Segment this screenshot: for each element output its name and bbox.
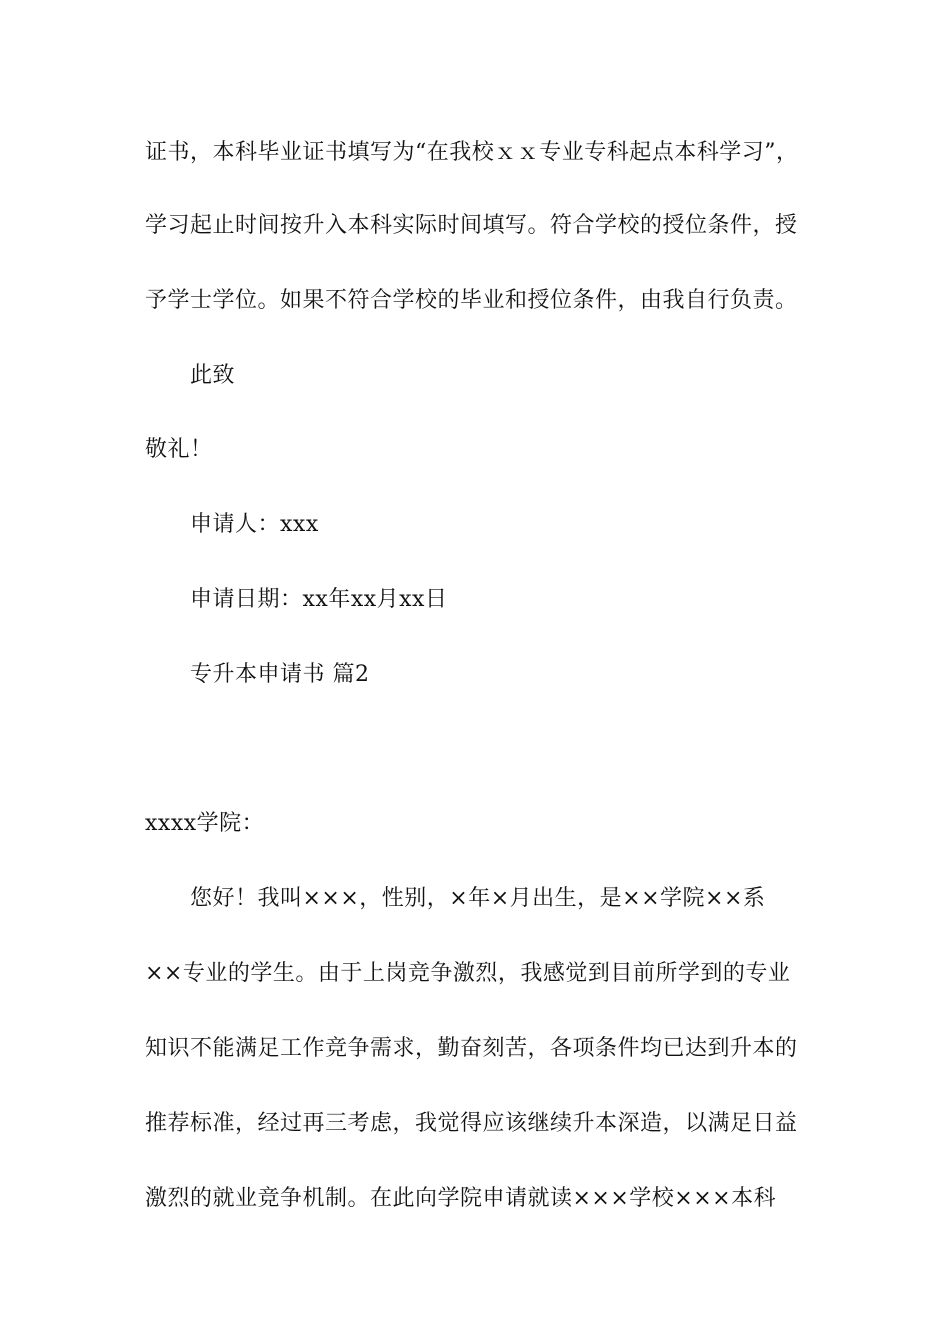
paragraph-line: 您好！我叫×××，性别，×年×月出生，是××学院××系	[190, 886, 766, 911]
applicant-line: 申请人：xxx	[190, 512, 319, 537]
application-date-line: 申请日期：xx年xx月xx日	[190, 587, 448, 612]
paragraph-line: 推荐标准，经过再三考虑，我觉得应该继续升本深造，以满足日益	[145, 1111, 798, 1136]
salutation-line: 此致	[190, 363, 236, 388]
section-heading: 专升本申请书 篇2	[190, 662, 370, 687]
paragraph-line: 证书，本科毕业证书填写为“在我校ｘｘ专业专科起点本科学习”，	[145, 140, 799, 165]
paragraph-line: 学习起止时间按升入本科实际时间填写。符合学校的授位条件，授	[145, 213, 798, 238]
paragraph-line: 激烈的就业竞争机制。在此向学院申请就读×××学校×××本科	[145, 1186, 777, 1211]
closing-line: 敬礼！	[145, 437, 213, 462]
paragraph-line: ××专业的学生。由于上岗竞争激烈，我感觉到目前所学到的专业	[145, 961, 791, 986]
addressee-line: xxxx学院：	[145, 811, 265, 836]
paragraph-line: 予学士学位。如果不符合学校的毕业和授位条件，由我自行负责。	[145, 288, 798, 313]
paragraph-line: 知识不能满足工作竞争需求，勤奋刻苦，各项条件均已达到升本的	[145, 1036, 798, 1061]
